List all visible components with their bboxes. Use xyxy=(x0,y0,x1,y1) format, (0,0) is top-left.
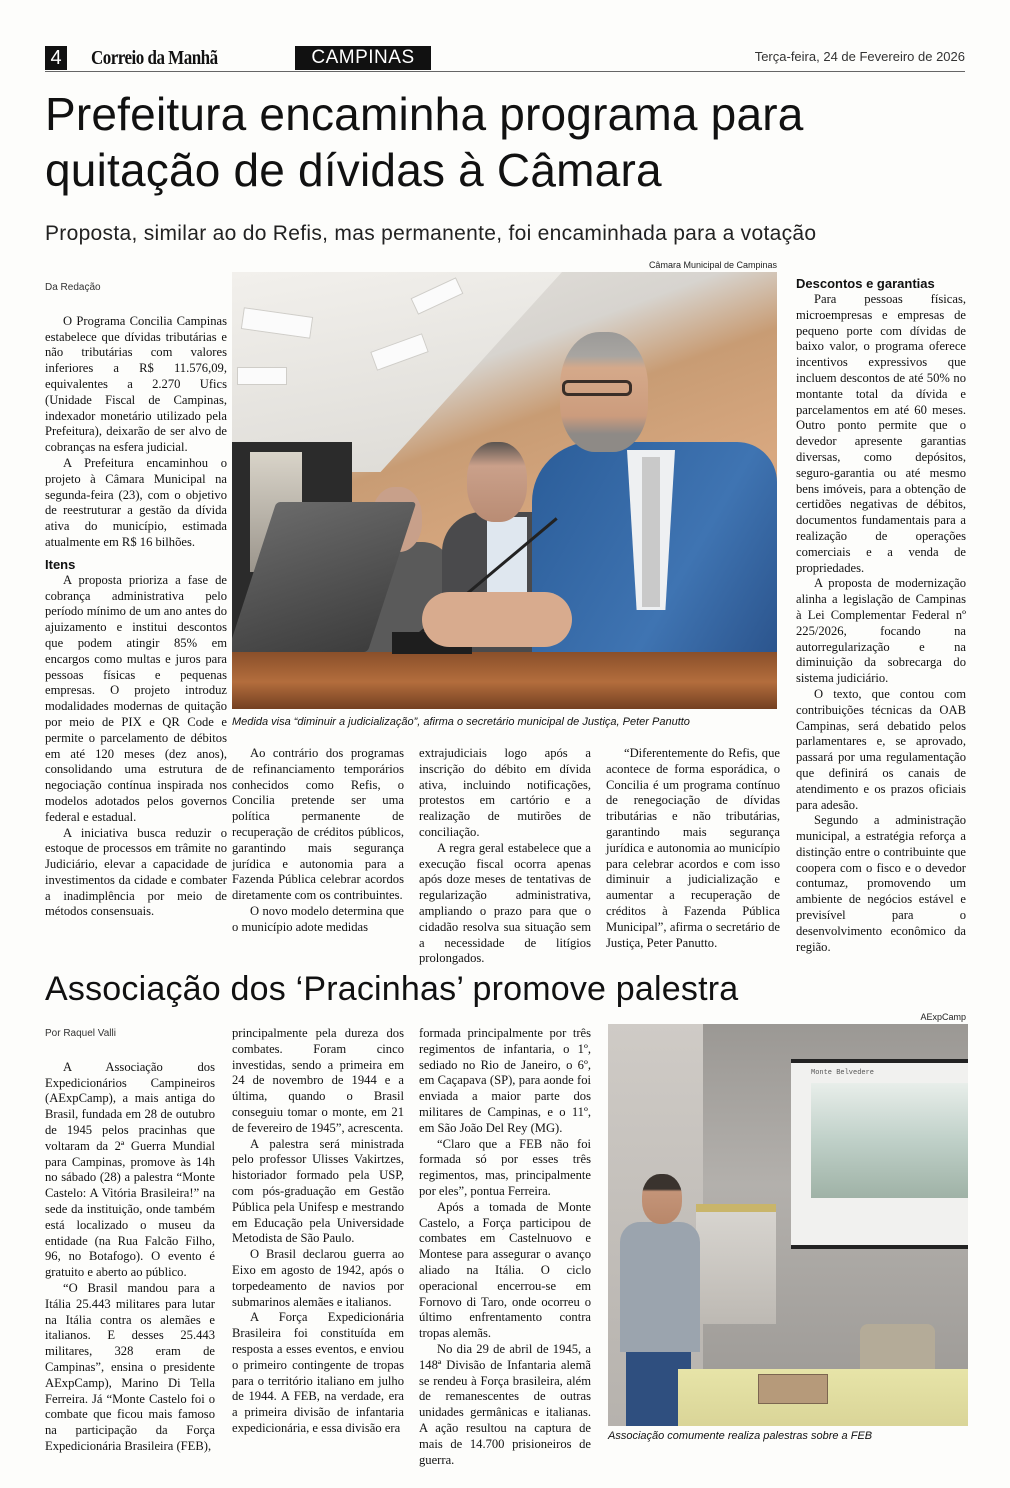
paragraph: A regra geral estabelece que a execução fiscal ocorra apenas após doze meses de tentativas de regularização administrativa, ampliando o prazo para que o cidadão resolva sua situação sem a necessidade de litígios prolongados. xyxy=(419,840,591,966)
article1-deck: Proposta, similar ao do Refis, mas permanente, foi encaminhada para a votação xyxy=(45,222,817,245)
photo1-credit: Câmara Municipal de Campinas xyxy=(648,260,777,270)
subhead-itens: Itens xyxy=(45,556,76,572)
photo-box xyxy=(758,1374,828,1404)
article1-column-1 xyxy=(45,280,227,920)
masthead xyxy=(45,46,965,72)
photo-camara-municipal xyxy=(232,272,777,709)
slide-title: Monte Belvedere xyxy=(811,1069,875,1077)
paragraph: “Claro que a FEB não foi formada só por esses três regimentos, mas, principalmente por eles”, pontua Ferreira. xyxy=(419,1136,591,1198)
article2-column-3 xyxy=(419,1026,591,1468)
paragraph: principalmente pela dureza dos combates. Foram cinco investidas, sendo a primeira em 24 de novembro de 1944 e a última, quando o Brasil conseguiu tomar o monte, em 21 de fevereiro de 1945”, acrescenta. xyxy=(232,1026,404,1135)
paragraph: A Prefeitura encaminhou o projeto à Câmara Municipal na segunda-feira (23), com o objetivo de reestruturar a gestão da dívida ativa do município, estimada atualmente em R$ 16 bilhões. xyxy=(45,455,227,549)
paragraph: A iniciativa busca reduzir o estoque de processos em trâmite no Judiciário, elevar a capacidade de investimentos da cidade e combater a inadimplência por meio de métodos consensuais. xyxy=(45,825,227,919)
paragraph: A proposta prioriza a fase de cobrança administrativa pelo período mínimo de um ano antes do ajuizamento e institui descontos que podem atingir 85% em encargos como multas e juros para pessoas físicas e pequenas empresas. O projeto introduz modalidades modernas de quitação por meio de PIX e QR Code e permite o parcelamento de débitos em até 120 meses (dez anos), consolidando uma estrutura de negociação contínua inspirada nos modelos adotados pelos governos federal e estadual. xyxy=(45,572,227,824)
article1-column-5 xyxy=(796,276,966,955)
article1-column-4 xyxy=(606,746,780,951)
paragraph: “Diferentemente do Refis, que acontece de forma esporádica, o Concilia é um programa contínuo de renegociação de dívidas tributárias e não tributárias, garantindo mais segurança jurídica e autonomia ao município para celebrar acordos e com isso diminuir a judicialização e aumentar a recuperação de créditos à Fazenda Pública Municipal”, afirma o secretário de Justiça, Peter Panutto. xyxy=(606,746,780,950)
article1-column-3 xyxy=(419,746,591,967)
page-number: 4 xyxy=(45,46,67,70)
paragraph: Para pessoas físicas, microempresas e empresas de pequeno porte com dívidas de baixo valor, o programa oferece incentivos expressivos que incluem descontos de até 50% no montante total da dívida e parcelamentos em até 60 meses. Outro ponto permite que o devedor apresente garantias diversas, como depósitos, seguro-garantia ou até mesmo bens imóveis, para a obtenção de certidões negativas de débitos, documentos fundamentais para a realização de operações comerciais e a venda de propriedades. xyxy=(796,292,966,575)
paragraph: O texto, que contou com contribuições técnicas da OAB Campinas, será debatido pelos parlamentares e, se aprovado, passará por uma regulamentação que definirá os canais de atendimento e os prazos oficiais para adesão. xyxy=(796,686,966,812)
article1-column-2 xyxy=(232,746,404,936)
photo-hand xyxy=(422,592,572,647)
paragraph: No dia 29 de abril de 1945, a 148ª Divisão de Infantaria alemã se rendeu à Força brasileira, além de remanescentes de outras unidades germânicas e italianas. A ação resultou na captura de mais de 14.700 prisioneiros de guerra. xyxy=(419,1341,591,1467)
photo1-caption: Medida visa “diminuir a judicialização”, afirma o secretário municipal de Justiça, Peter Panutto xyxy=(232,716,690,728)
paragraph: O Programa Concilia Campinas estabelece que dívidas tributárias e não tributárias com valores inferiores a R$ 11.576,09, equivalentes a 2.270 Ufics (Unidade Fiscal de Campinas, indexador monetário utilizado pela Prefeitura), deixarão de ser alvo de cobranças na esfera judicial. xyxy=(45,313,227,455)
paragraph: A Associação dos Expedicionários Campineiros (AExpCamp), a mais antiga do Brasil, fundada em 28 de outubro de 1945 pelos pracinhas que voltaram da 2ª Guerra Mundial para Campinas, promove às 14h no sábado (28) a palestra “Monte Castelo: A Vitória Brasileira!” na sede da instituição, onde também está localizado o museu da entidade (na Rua Falcão Filho, 96, no Botafogo). O evento é gratuito e aberto ao público. xyxy=(45,1059,215,1280)
paragraph: A proposta de modernização alinha a legislação de Campinas à Lei Complementar Federal nº 225/2026, focando na autorregularização e na diminuição da sobrecarga do sistema judiciário. xyxy=(796,576,966,686)
paragraph: Segundo a administração municipal, a estratégia reforça a distinção entre o contribuinte que coopera com o fisco e o devedor contumaz, promovendo um ambiente de negócios estável e previsível para o desenvolvimento econômico da região. xyxy=(796,813,966,954)
article1-byline: Da Redação xyxy=(45,282,101,293)
dateline: Terça-feira, 24 de Fevereiro de 2026 xyxy=(754,49,965,64)
photo-projection-screen xyxy=(791,1059,968,1249)
photo-desk xyxy=(232,652,777,709)
article1-headline: Prefeitura encaminha programa para quitação de dívidas à Câmara xyxy=(45,88,804,196)
paragraph: O novo modelo determina que o município adote medidas xyxy=(232,903,404,934)
article2-column-2 xyxy=(232,1026,404,1437)
section-label: CAMPINAS xyxy=(295,46,431,70)
article2-headline: Associação dos ‘Pracinhas’ promove palestra xyxy=(45,970,739,1008)
paper-name: Correio da Manhã xyxy=(91,47,218,69)
paragraph: Após a tomada de Monte Castelo, a Força participou de combates em Castelnuovo e Montese para assegurar o avanço aliado na Itália. O ciclo operacional encerrou-se em Fornovo di Taro, onde ocorreu o último enfrentamento contra tropas alemãs. xyxy=(419,1199,591,1341)
photo-palestra xyxy=(608,1024,968,1426)
subhead-descontos: Descontos e garantias xyxy=(796,276,935,291)
paragraph: Ao contrário dos programas de refinanciamento temporários conhecidos como Refis, o Concilia pretende ser uma política permanente de recuperação de créditos públicos, garantindo mais segurança jurídica e autonomia para a Fazenda Pública celebrar acordos diretamente com os contribuintes. xyxy=(232,746,404,903)
paragraph: “O Brasil mandou para a Itália 25.443 militares para lutar na Itália contra os alemães e italianos. E desses 25.443 militares, 328 eram de Campinas”, ensina o presidente AExpCamp), Marino Di Tella Ferreira. Já “Monte Castelo foi o combate que ficou mais famoso na participação da Força Expedicionária Brasileira (FEB), xyxy=(45,1280,215,1453)
paragraph: A Força Expedicionária Brasileira foi constituída em resposta a esses eventos, e enviou o primeiro contingente de tropas para o território italiano em julho de 1944. A FEB, na verdade, era a primeira divisão de infantaria expedicionária, e essa divisão era xyxy=(232,1310,404,1435)
article2-column-1 xyxy=(45,1026,215,1455)
article2-byline: Por Raquel Valli xyxy=(45,1028,116,1039)
ceiling-light xyxy=(237,367,287,385)
photo-banner xyxy=(696,1204,776,1324)
paragraph: formada principalmente por três regimentos de infantaria, o 1º, sediado no Rio de Janeiro, o 6º, em Caçapava (SP), para aonde foi enviada a maior parte dos militares de Campinas, e o 11º, em São João Del Rey (MG). xyxy=(419,1026,591,1135)
paragraph: extrajudiciais logo após a inscrição do débito em dívida ativa, incluindo notificações, protestos em cartório e a realização de mutirões de conciliação. xyxy=(419,746,591,839)
photo2-credit: AExpCamp xyxy=(920,1012,966,1022)
photo-slide xyxy=(811,1083,968,1198)
photo2-caption: Associação comumente realiza palestras sobre a FEB xyxy=(608,1430,873,1442)
paragraph: O Brasil declarou guerra ao Eixo em agosto de 1942, após o torpedeamento de navios por submarinos alemães e italianos. xyxy=(232,1247,404,1309)
paragraph: A palestra será ministrada pelo professor Ulisses Vakirtzes, historiador formado pela USP, com pós-graduação em Gestão Pública pela Unifesp e mestrando em Educação pela Universidade Metodista de São Paulo. xyxy=(232,1136,404,1246)
